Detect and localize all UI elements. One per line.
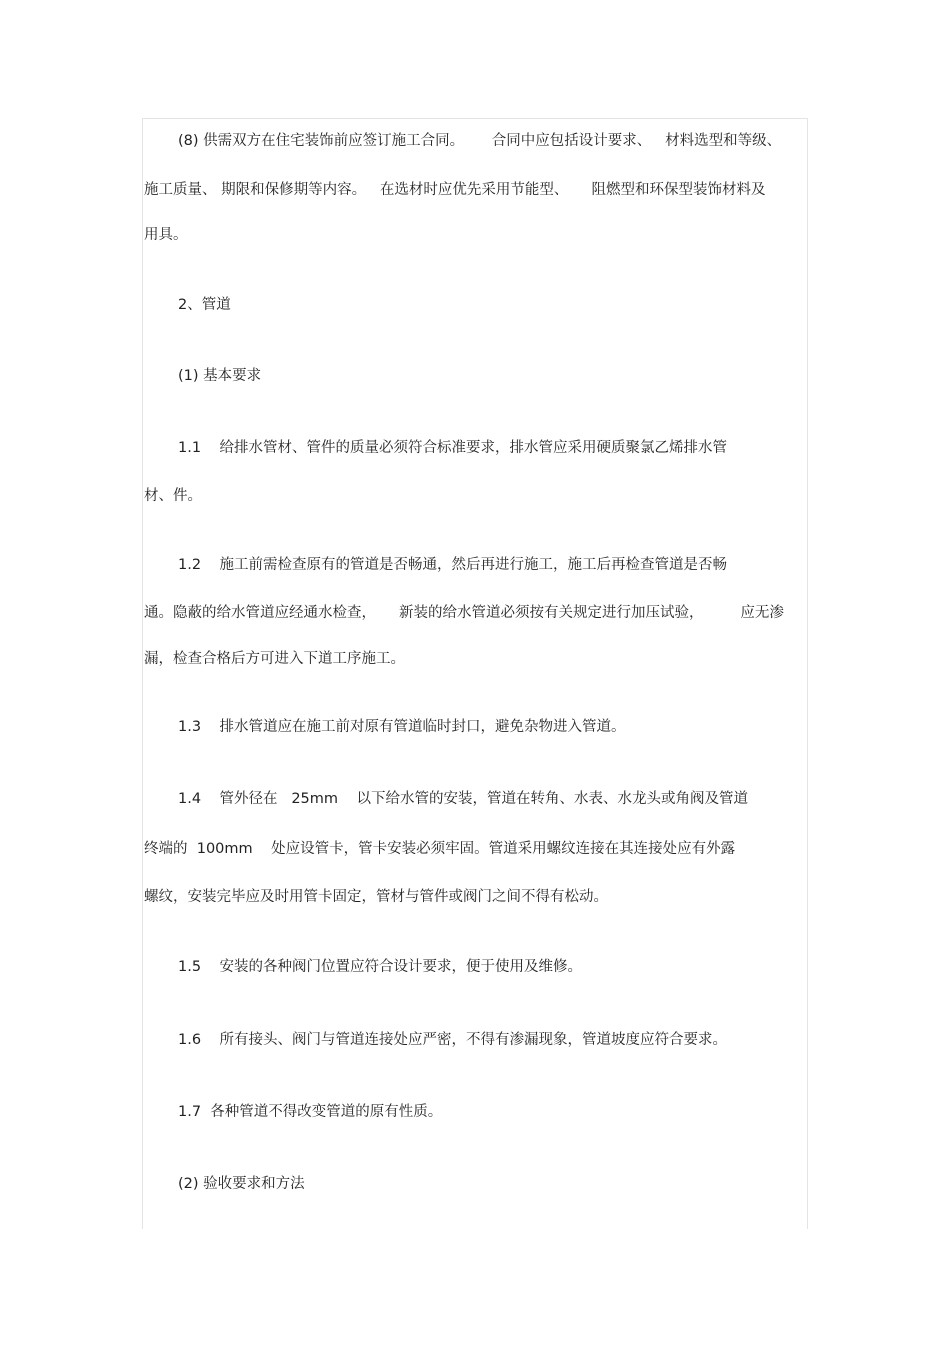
text-line: 1.7 各种管道不得改变管道的原有性质。 [178, 1104, 443, 1120]
text-line: 1.2 施工前需检查原有的管道是否畅通，然后再进行施工，施工后再检查管道是否畅 [178, 557, 727, 573]
subsection-heading: (2) 验收要求和方法 [178, 1176, 305, 1192]
text-line: 通。隐蔽的给水管道应经通水检查， 新装的给水管道必须按有关规定进行加压试验， 应无渗 [144, 605, 784, 621]
page-frame [142, 118, 808, 1229]
text-line: 漏，检查合格后方可进入下道工序施工。 [144, 651, 405, 667]
text-line: 1.5 安装的各种阀门位置应符合设计要求，便于使用及维修。 [178, 959, 582, 975]
text-line: 1.6 所有接头、阀门与管道连接处应严密，不得有渗漏现象，管道坡度应符合要求。 [178, 1032, 727, 1048]
text-line: 螺纹，安装完毕应及时用管卡固定，管材与管件或阀门之间不得有松动。 [144, 889, 608, 905]
subsection-heading: (1) 基本要求 [178, 368, 262, 384]
text-line: 材、件。 [144, 488, 202, 504]
text-line: 施工质量、 期限和保修期等内容。 在选材时应优先采用节能型、 阻燃型和环保型装饰材料及 [144, 182, 766, 198]
text-line: 终端的 100mm 处应设管卡，管卡安装必须牢固。管道采用螺纹连接在其连接处应有外露 [144, 841, 736, 857]
text-line: 1.3 排水管道应在施工前对原有管道临时封口，避免杂物进入管道。 [178, 719, 626, 735]
text-line: (8) 供需双方在住宅装饰前应签订施工合同。 合同中应包括设计要求、 材料选型和等级、 [178, 133, 782, 149]
text-line: 用具。 [144, 227, 188, 243]
text-line: 1.4 管外径在 25mm 以下给水管的安装，管道在转角、水表、水龙头或角阀及管道 [178, 791, 748, 807]
text-line: 1.1 给排水管材、管件的质量必须符合标准要求，排水管应采用硬质聚氯乙烯排水管 [178, 440, 727, 456]
section-heading: 2、管道 [178, 297, 231, 313]
